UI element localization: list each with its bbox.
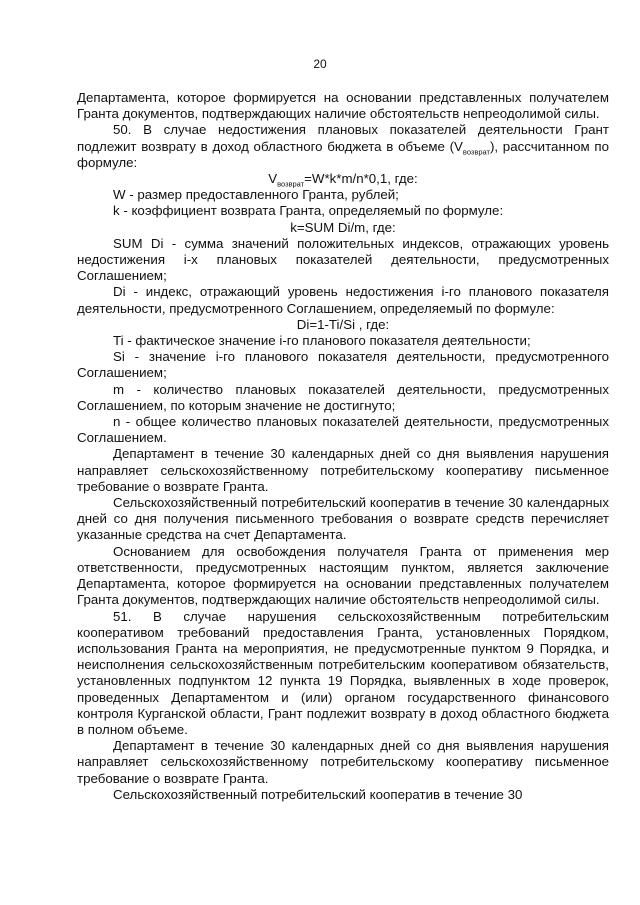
formula-di: Di=1-Ti/Si , где:: [296, 316, 390, 332]
page-number: 20: [313, 57, 327, 71]
paragraph-demand-notice: Департамент в течение 30 календарных дней со дня выявления нарушения направляет сельскохозяйственному потребительскому кооперативу письменное требование о возврате Гранта.: [77, 446, 609, 494]
document-body: [77, 90, 609, 803]
paragraph-demand-notice-2: Департамент в течение 30 календарных дней со дня выявления нарушения направляет сельскохозяйственному потребительскому кооперативу письменное требование о возврате Гранта.: [77, 738, 609, 786]
definition-m: m - количество плановых показателей деятельности, предусмотренных Соглашением, по которым значение не достигнуто;: [77, 381, 609, 413]
formula-v-symbol: V: [268, 171, 278, 187]
definition-si: Si - значение i-го планового показателя деятельности, предусмотренного Соглашением;: [77, 349, 609, 381]
formula-k: k=SUM Di/m, где:: [290, 219, 396, 235]
paragraph-cooperative-transfer-2: Сельскохозяйственный потребительский кооператив в течение 30: [113, 786, 523, 802]
paragraph-50-tail: ), рассчитанном по формуле:: [77, 138, 609, 170]
definition-k: k - коэффициент возврата Гранта, определяемый по формуле:: [113, 203, 504, 219]
paragraph-51: 51. В случае нарушения сельскохозяйственным потребительским кооперативом требований предоставления Гранта, установленных Порядком, использования Гранта на мероприятия, не предусмотренные пунктом 9 Порядка, и неисполнения сельскохозяйственным потребительским кооперативом обязательств, установленных подпунктом 12 пункта 19 Порядка, выявленных в ходе проверок, проведенных Департаментом и (или) органом государственного финансового контроля Курганской области, Грант подлежит возврату в доход областного бюджета в полном объеме.: [77, 608, 609, 737]
paragraph-cooperative-transfer: Сельскохозяйственный потребительский кооператив в течение 30 календарных дней со дня получения письменного требования о возврате средств перечисляет указанные средства на счет Департамента.: [77, 495, 609, 543]
definition-n: n - общее количество плановых показателей деятельности, предусмотренных Соглашением.: [77, 414, 609, 446]
definition-ti: Ti - фактическое значение i-го планового показателя деятельности;: [113, 333, 531, 349]
paragraph-exemption-basis: Основанием для освобождения получателя Гранта от применения мер ответственности, предусмотренных настоящим пунктом, является заключение Департамента, которое формируется на основании представленных получателем Гранта документов, подтверждающих наличие обстоятельств непреодолимой силы.: [77, 543, 609, 608]
paragraph-50: [77, 122, 609, 171]
definition-sum-di: SUM Di - сумма значений положительных индексов, отражающих уровень недостижения i-х плановых показателей деятельности, предусмотренных Соглашением;: [77, 235, 609, 284]
formula-v-body: =W*k*m/n*0,1, где:: [304, 171, 418, 187]
formula-v-return: [77, 171, 609, 187]
definition-di: Di - индекс, отражающий уровень недостижения i-го планового показателя деятельности, предусмотренного Соглашением, определяемый по формуле:: [77, 284, 609, 316]
v-return-subscript: возврат: [462, 147, 490, 157]
formula-v-subscript: возврат: [277, 179, 305, 189]
paragraph-continuation: Департамента, которое формируется на основании представленных получателем Гранта документов, подтверждающих наличие обстоятельств непреодолимой силы.: [77, 90, 609, 122]
definition-w: W - размер предоставленного Гранта, рублей;: [113, 187, 399, 203]
paragraph-50-text: 50. В случае недостижения плановых показателей деятельности Грант подлежит возврату в доход областного бюджета в объеме (V: [77, 122, 609, 154]
